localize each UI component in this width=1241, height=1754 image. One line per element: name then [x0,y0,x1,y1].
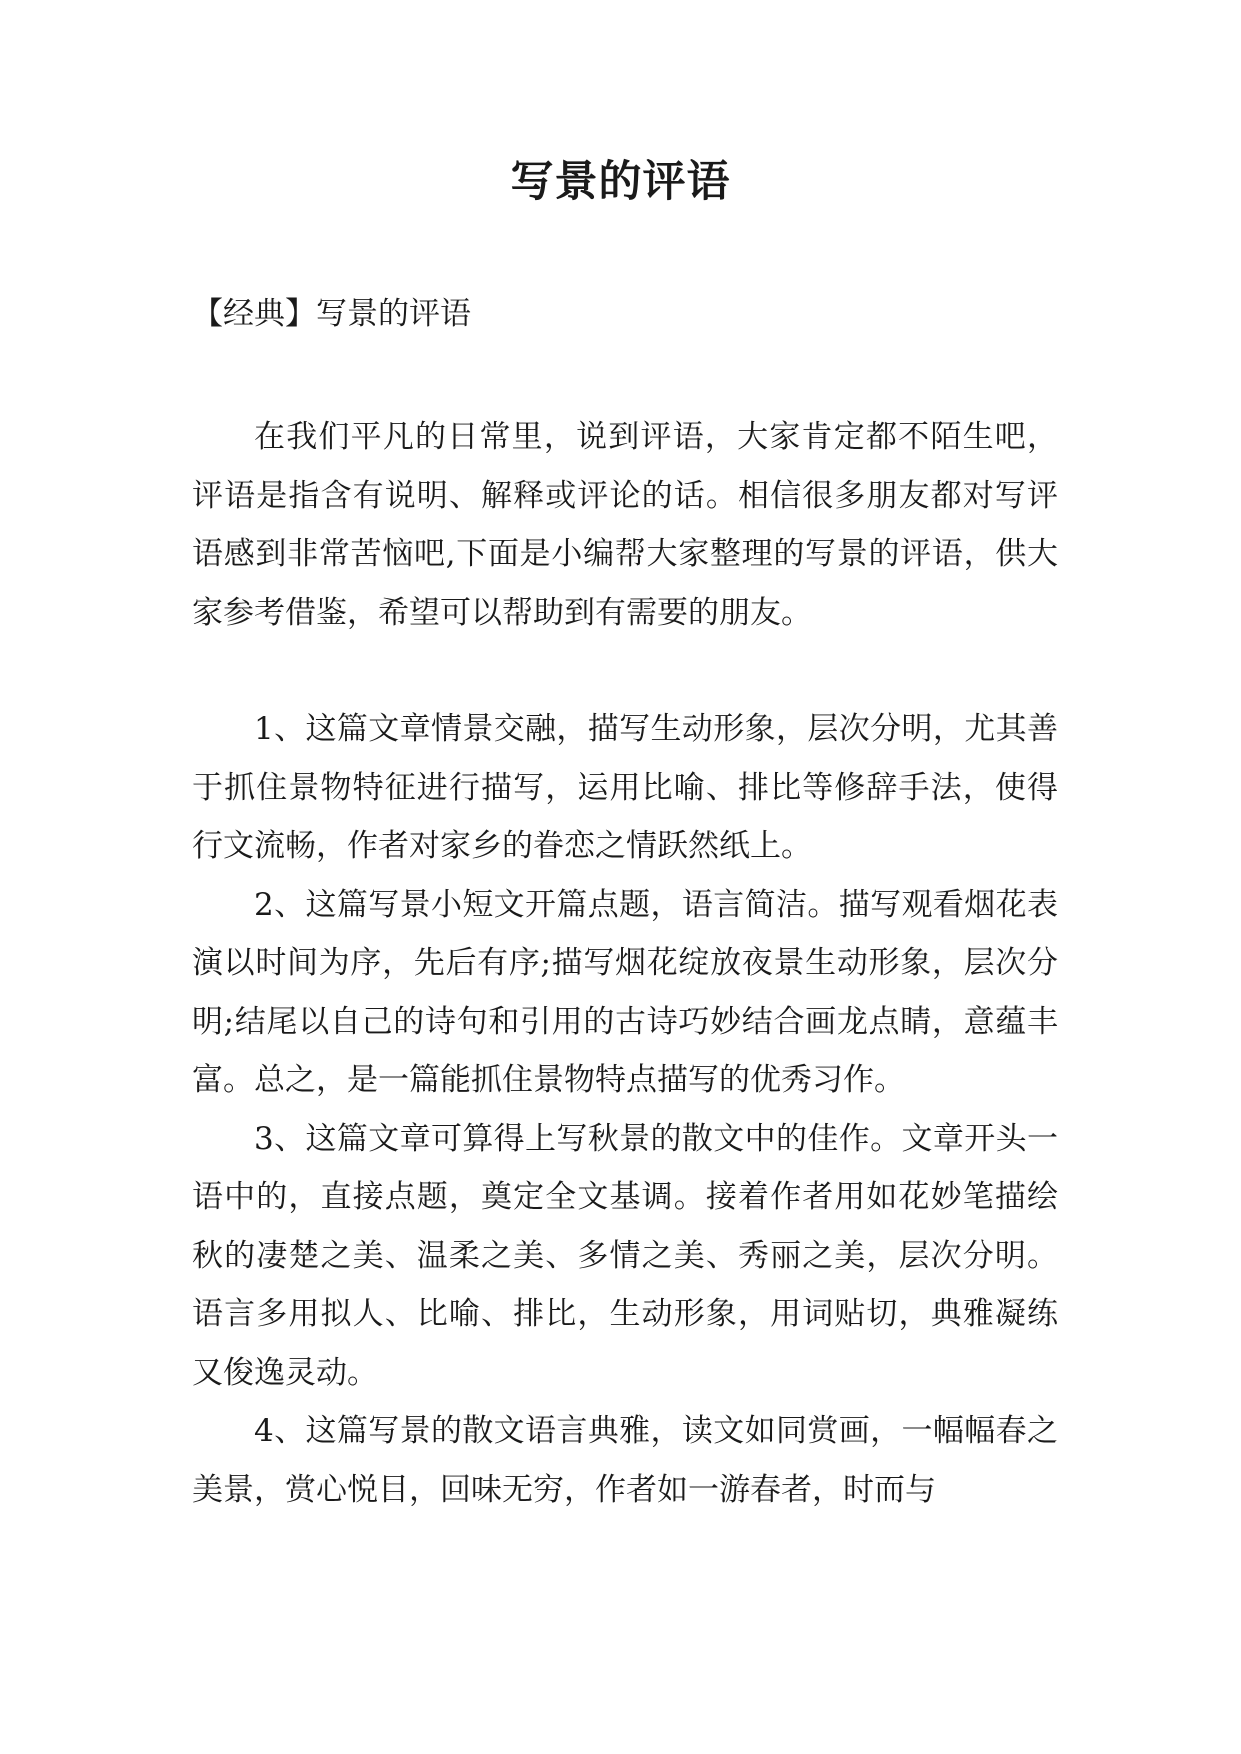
comment-paragraph-1: 1、这篇文章情景交融，描写生动形象，层次分明，尤其善于抓住景物特征进行描写，运用比喻、排比等修辞手法，使得行文流畅，作者对家乡的眷恋之情跃然纸上。 [192,711,1058,864]
comment-paragraph-4: 4、这篇写景的散文语言典雅，读文如同赏画，一幅幅春之美景，赏心悦目，回味无穷，作者如一游春者，时而与 [192,1413,1058,1508]
document-body [192,408,1058,1519]
comment-paragraph-3: 3、这篇文章可算得上写秋景的散文中的佳作。文章开头一语中的，直接点题，奠定全文基调。接着作者用如花妙笔描绘秋的凄楚之美、温柔之美、多情之美、秀丽之美，层次分明。语言多用拟人、比喻、排比，生动形象，用词贴切，典雅凝练又俊逸灵动。 [192,1120,1058,1391]
comment-paragraph-2: 2、这篇写景小短文开篇点题，语言简洁。描写观看烟花表演以时间为序，先后有序;描写烟花绽放夜景生动形象，层次分明;结尾以自己的诗句和引用的古诗巧妙结合画龙点睛，意蕴丰富。总之，是一篇能抓住景物特点描写的优秀习作。 [192,886,1058,1098]
page-title: 写景的评语 [510,157,731,207]
document-subtitle: 【经典】写景的评语 [192,296,471,332]
intro-paragraph: 在我们平凡的日常里，说到评语，大家肯定都不陌生吧，评语是指含有说明、解释或评论的话。相信很多朋友都对写评语感到非常苦恼吧,下面是小编帮大家整理的写景的评语，供大家参考借鉴，希望可以帮助到有需要的朋友。 [192,419,1058,631]
